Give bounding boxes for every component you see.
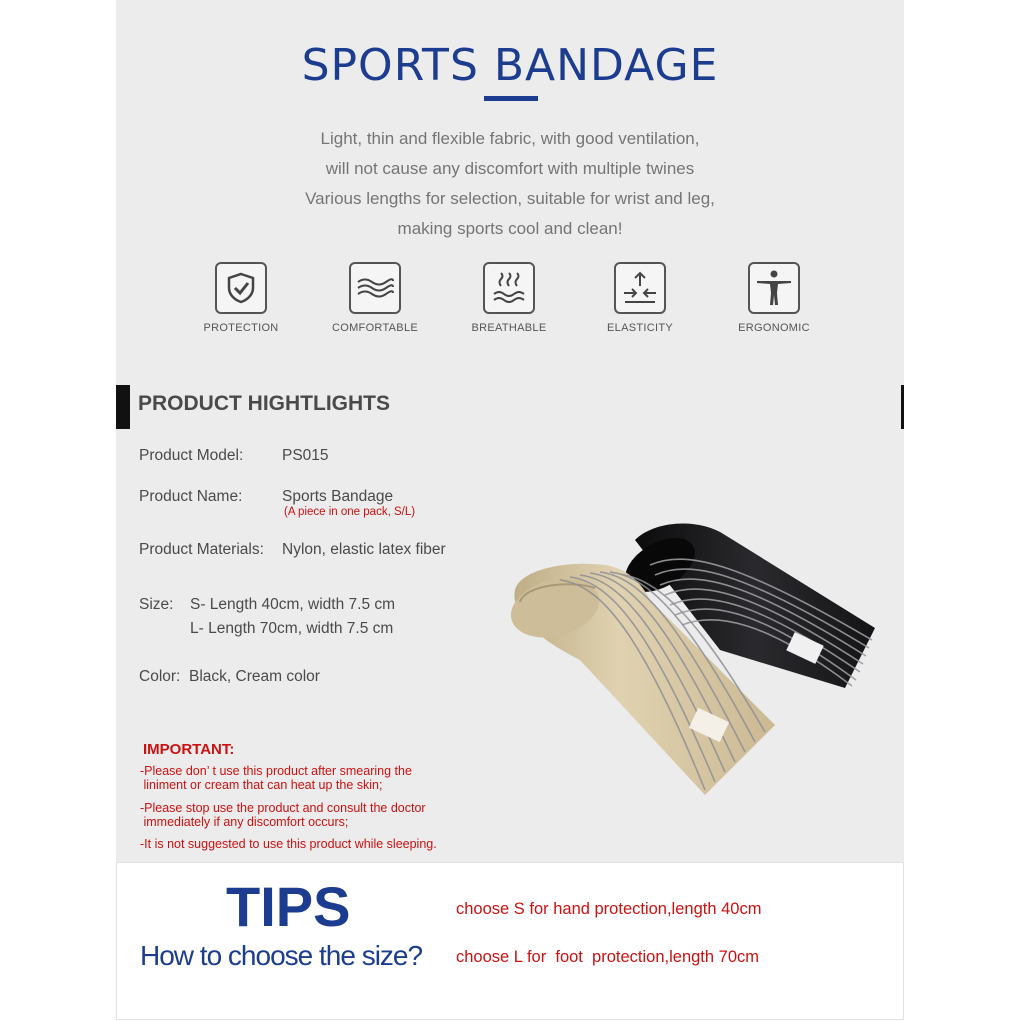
intro-line: Various lengths for selection, suitable for wrist and leg, xyxy=(305,189,715,208)
important-line: liniment or cream that can heat up the skin; xyxy=(140,778,383,792)
tips-title: TIPS xyxy=(226,875,351,938)
spec-name-value: Sports Bandage xyxy=(282,488,394,505)
tips-subtitle: How to choose the size? xyxy=(140,940,423,971)
intro-text xyxy=(116,124,904,244)
shield-check-icon xyxy=(215,262,267,314)
feature-protection xyxy=(186,262,296,334)
important-line: -It is not suggested to use this product while sleeping. xyxy=(140,837,437,851)
tip-line-l: choose L for foot protection,length 70cm xyxy=(456,948,759,966)
elasticity-arrows-icon xyxy=(614,262,666,314)
feature-comfortable xyxy=(320,262,430,334)
spec-materials-key: Product Materials: xyxy=(139,541,264,558)
intro-line: will not cause any discomfort with multiple twines xyxy=(325,159,695,178)
spec-size-key: Size: xyxy=(139,596,174,613)
section-bar-left xyxy=(116,385,130,429)
feature-breathable xyxy=(454,262,564,334)
spec-model-value: PS015 xyxy=(282,447,329,464)
section-title: PRODUCT HIGHTLIGHTS xyxy=(138,392,390,415)
spec-name-note: (A piece in one pack, S/L) xyxy=(284,506,416,518)
title-underline xyxy=(484,96,538,101)
important-line: immediately if any discomfort occurs; xyxy=(140,815,349,829)
feature-label: COMFORTABLE xyxy=(331,322,418,334)
spec-size-l: L- Length 70cm, width 7.5 cm xyxy=(190,620,394,637)
waves-icon xyxy=(349,262,401,314)
important-title: IMPORTANT: xyxy=(143,741,235,758)
intro-line: Light, thin and flexible fabric, with good ventilation, xyxy=(320,129,700,148)
intro-line: making sports cool and clean! xyxy=(397,219,623,238)
product-image xyxy=(500,520,890,800)
spec-color-key: Color: xyxy=(139,668,181,685)
feature-label: ERGONOMIC xyxy=(738,322,810,334)
feature-label: BREATHABLE xyxy=(471,322,547,334)
important-item xyxy=(140,801,426,829)
important-item xyxy=(140,764,412,792)
feature-icons-row xyxy=(0,262,1021,352)
spec-name-key: Product Name: xyxy=(139,488,243,505)
spec-model-key: Product Model: xyxy=(139,447,244,464)
important-line: -Please don’ t use this product after smearing the xyxy=(140,764,412,778)
page-title: SPORTS BANDAGE xyxy=(301,40,719,91)
breathable-icon xyxy=(483,262,535,314)
feature-label: ELASTICITY xyxy=(607,322,673,334)
important-line: -Please stop use the product and consult the doctor xyxy=(140,801,426,815)
important-item xyxy=(140,837,437,851)
feature-elasticity xyxy=(585,262,695,334)
feature-label: PROTECTION xyxy=(203,322,279,334)
human-figure-icon xyxy=(748,262,800,314)
section-bar-right xyxy=(901,385,904,429)
spec-size-s: S- Length 40cm, width 7.5 cm xyxy=(190,596,396,613)
feature-ergonomic xyxy=(719,262,829,334)
spec-materials-value: Nylon, elastic latex fiber xyxy=(282,541,446,558)
spec-color-value: Black, Cream color xyxy=(189,668,320,685)
tip-line-s: choose S for hand protection,length 40cm xyxy=(456,900,762,918)
